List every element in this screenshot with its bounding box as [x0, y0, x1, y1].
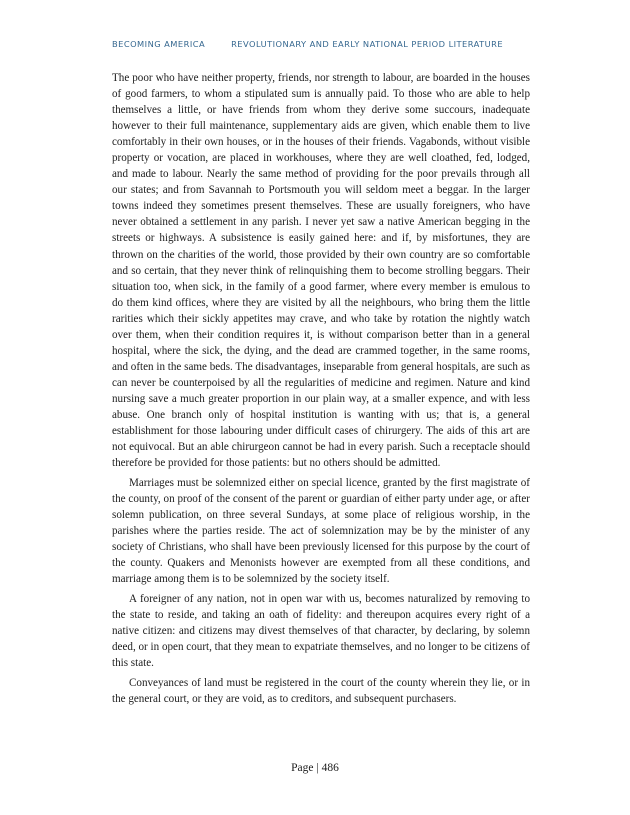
paragraph-poor-relief: The poor who have neither property, friends, nor strength to labour, are boarded in the houses of good farmers, to whom a stipulated sum is annually paid. To those who are able to help themselves a little, or have friends from whom they derive some succours, inadequate however to their full maintenance, supplementary aids are given, which enable them to live comfortably in their own houses, or in the houses of their friends. Vagabonds, without visible property or vocation, are placed in workhouses, where they are well cloathed, fed, lodged, and made to labour. Nearly the same method of providing for the poor prevails through all our states; and from Savannah to Portsmouth you will seldom meet a beggar. In the larger towns indeed they sometimes present themselves. These are usually foreigners, who have never obtained a settlement in any parish. I never yet saw a native American begging in the streets or highways. A subsistence is easily gained here: and if, by misfortunes, they are thrown on the charities of the world, those provided by their own country are so comfortable and so certain, that they never think of relinquishing them to become strolling beggars. Their situation too, when sick, in the family of a good farmer, where every member is emulous to do them kind offices, where they are visited by all the neighbours, who bring them the little rarities which their sickly appetites may crave, and who take by rotation the nightly watch over them, when their condition requires it, is without comparison better than in a general hospital, where the sick, the dying, and the dead are crammed together, in the same rooms, and often in the same beds. The disadvantages, inseparable from general hospitals, are such as can never be counterpoised by all the regularities of medicine and regimen. Nature and kind nursing save a much greater proportion in our plain way, at a smaller expence, and with less abuse. One branch only of hospital institution is wanting with us; that is, a general establishment for those labouring under difficult cases of chirurgery. The aids of this art are not equivocal. But an able chirurgeon cannot be had in every parish. Such a receptacle should therefore be provided for those patients: but no others should be admitted. [112, 72, 530, 470]
paragraph-conveyances: Conveyances of land must be registered in the court of the county wherein they lie, or in the general court, or they are void, as to creditors, and subsequent purchasers. [112, 676, 530, 705]
header-book-title: BECOMING AMERICA [112, 39, 206, 49]
page-number: Page | 486 [291, 762, 339, 774]
body-text [112, 70, 530, 707]
paragraph-naturalization: A foreigner of any nation, not in open war with us, becomes naturalized by removing to the state to reside, and taking an oath of fidelity: and thereupon acquires every right of a native citizen: and citizens may divest themselves of that character, by declaring, by solemn deed, or in open court, that they mean to expatriate themselves, and no longer to be citizens of this state. [112, 592, 530, 669]
header-section-title: REVOLUTIONARY AND EARLY NATIONAL PERIOD LITERATURE [231, 39, 504, 49]
paragraph-marriages: Marriages must be solemnized either on special licence, granted by the first magistrate of the county, on proof of the consent of the parent or guardian of either party under age, or after solemn publication, on three several Sundays, at some place of religious worship, in the parishes where the parties reside. The act of solemnization may be by the minister of any society of Christians, who shall have been previously licensed for this purpose by the court of the county. Quakers and Menonists however are exempted from all these conditions, and marriage among them is to be solemnized by the society itself. [112, 476, 530, 586]
running-header [112, 39, 532, 49]
